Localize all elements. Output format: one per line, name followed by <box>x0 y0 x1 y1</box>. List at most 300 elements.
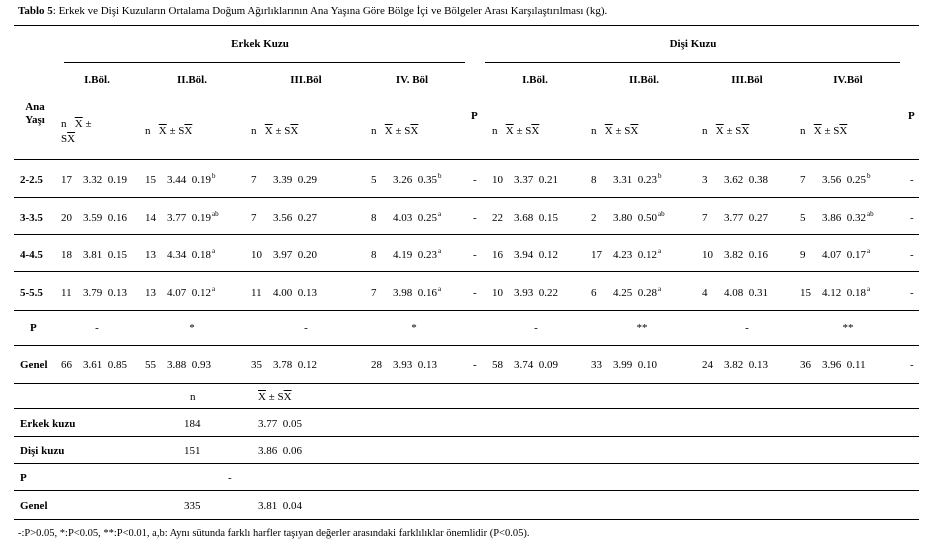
cell-mean-se <box>83 212 127 224</box>
cell-p-significance-male: * <box>189 322 195 334</box>
cell-mean-se <box>167 249 215 261</box>
cell-mean-se <box>83 359 127 371</box>
cell-mean: 3.77 <box>724 212 744 224</box>
cell-mean-se <box>167 359 211 371</box>
rule-row-1 <box>14 197 919 198</box>
summary-cell-n: 184 <box>184 418 201 430</box>
cell-n: 4 <box>702 287 708 299</box>
cell-mean-se <box>514 174 558 186</box>
cell-mean-se <box>613 287 661 299</box>
cell-mean: 3.80 <box>613 212 633 224</box>
subheader-mean-symbol: $\overline{X}$ <box>604 125 613 137</box>
rule-summary-1 <box>14 408 919 409</box>
cell-significance-letter: a <box>658 285 662 293</box>
cell-se: 0.23 <box>637 174 657 186</box>
cell-significance-letter: b <box>658 172 662 180</box>
rule-summary-4 <box>14 490 919 491</box>
cell-mean: 3.56 <box>273 212 293 224</box>
cell-n: 13 <box>145 249 156 261</box>
cell-n: 33 <box>591 359 602 371</box>
cell-significance-letter: b <box>212 172 216 180</box>
summary-row-label: Genel <box>20 500 48 512</box>
cell-n: 17 <box>591 249 602 261</box>
cell-mean-se <box>613 359 657 371</box>
cell-se: 0.12 <box>538 249 558 261</box>
cell-n: 13 <box>145 287 156 299</box>
cell-mean: 3.68 <box>514 212 534 224</box>
summary-cell-n: 151 <box>184 445 201 457</box>
cell-mean: 3.74 <box>514 359 534 371</box>
cell-mean-se <box>393 212 441 224</box>
subheader-se-label: S <box>61 133 68 145</box>
cell-n: 7 <box>800 174 806 186</box>
cell-se: 0.19 <box>191 212 211 224</box>
cell-mean-se <box>613 249 661 261</box>
cell-mean-se <box>393 287 441 299</box>
cell-mean-se <box>83 287 127 299</box>
subheader-plusminus: ± <box>169 125 176 137</box>
cell-n: 58 <box>492 359 503 371</box>
cell-p-female: - <box>910 174 914 186</box>
cell-n: 7 <box>251 212 257 224</box>
summary-cell-mean-se <box>258 500 302 512</box>
subheader-mean-symbol: $\overline{X}$ <box>505 125 514 137</box>
summary-cell-n: 335 <box>184 500 201 512</box>
cell-mean: 3.96 <box>822 359 842 371</box>
cell-mean-se <box>822 174 871 186</box>
cell-se: 0.85 <box>107 359 127 371</box>
cell-n: 22 <box>492 212 503 224</box>
cell-mean: 3.44 <box>167 174 187 186</box>
summary-row-label: Dişi kuzu <box>20 445 65 457</box>
rule-row-4 <box>14 310 919 311</box>
subheader-se-label: S <box>735 125 742 137</box>
subheader-n-label: n <box>800 125 806 137</box>
summary-mean: 3.86 <box>258 445 278 457</box>
cell-mean-se <box>393 174 442 186</box>
subheader-mean-symbol: $\overline{X}$ <box>74 118 83 130</box>
rule-header-bottom <box>14 159 919 160</box>
subheader-se-symbol: $\overline{X}$ <box>839 125 848 137</box>
cell-mean: 3.26 <box>393 174 413 186</box>
cell-p-male: - <box>473 287 477 299</box>
p-header-male: P <box>471 110 478 122</box>
cell-p-female: - <box>910 249 914 261</box>
row-label-age: 4-4.5 <box>20 249 43 261</box>
caption-label: Tablo 5 <box>18 5 53 17</box>
cell-mean: 3.78 <box>273 359 293 371</box>
region-heading-female: IV.Böl <box>833 74 863 86</box>
cell-p-significance-female: ** <box>842 322 854 334</box>
cell-se: 0.16 <box>748 249 768 261</box>
row-label-age: 2-2.5 <box>20 174 43 186</box>
subheader-n-label: n <box>61 118 67 130</box>
subheader-plusminus: ± <box>615 125 622 137</box>
cell-significance-letter: a <box>438 210 442 218</box>
rule-row-p <box>14 345 919 346</box>
cell-mean-se <box>273 249 317 261</box>
cell-p-female: - <box>910 359 914 371</box>
cell-mean-se <box>273 212 317 224</box>
subheader-male-1 <box>61 118 92 130</box>
subheader-se-symbol: $\overline{X}$ <box>67 133 76 145</box>
cell-mean: 3.88 <box>167 359 187 371</box>
subheader-n-label: n <box>145 125 151 137</box>
summary-cell-mean-se <box>258 445 302 457</box>
cell-p-significance-female: ** <box>636 322 648 334</box>
cell-mean-se <box>822 249 870 261</box>
cell-n: 5 <box>371 174 377 186</box>
cell-se: 0.17 <box>846 249 866 261</box>
summary-se-symbol: $\overline{X}$ <box>283 391 292 403</box>
cell-mean-se <box>83 249 127 261</box>
cell-se: 0.20 <box>297 249 317 261</box>
cell-n: 6 <box>591 287 597 299</box>
subheader-male-1-wrap <box>61 133 75 145</box>
cell-mean: 3.81 <box>83 249 103 261</box>
rule-bottom <box>14 519 919 520</box>
cell-mean: 4.07 <box>167 287 187 299</box>
cell-significance-letter: a <box>658 247 662 255</box>
cell-se: 0.25 <box>417 212 437 224</box>
cell-p-male: - <box>473 212 477 224</box>
cell-mean-se <box>613 212 665 224</box>
cell-n: 10 <box>251 249 262 261</box>
cell-se: 0.22 <box>538 287 558 299</box>
p-header-female: P <box>908 110 915 122</box>
cell-n: 10 <box>702 249 713 261</box>
cell-mean-se <box>273 287 317 299</box>
cell-se: 0.18 <box>191 249 211 261</box>
cell-se: 0.31 <box>748 287 768 299</box>
cell-mean-se <box>167 287 215 299</box>
cell-n: 7 <box>371 287 377 299</box>
subheader-se-symbol: $\overline{X}$ <box>531 125 540 137</box>
region-heading-female: II.Böl. <box>629 74 659 86</box>
cell-n: 15 <box>800 287 811 299</box>
rule-summary-3 <box>14 463 919 464</box>
cell-mean-se <box>273 359 317 371</box>
summary-plusminus: ± <box>268 391 275 403</box>
rule-row-2 <box>14 234 919 235</box>
cell-se: 0.93 <box>191 359 211 371</box>
subheader-mean-symbol: $\overline{X}$ <box>715 125 724 137</box>
cell-mean: 4.34 <box>167 249 187 261</box>
table-footnote: -:P>0.05, *:P<0.05, **:P<0.01, a,b: Aynı sütunda farklı harfler taşıyan değerler arasındaki farklılıklar önemlidir (P<0.05). <box>18 528 530 539</box>
subheader-mean-symbol: $\overline{X}$ <box>158 125 167 137</box>
subheader-se-symbol: $\overline{X}$ <box>630 125 639 137</box>
cell-mean: 3.56 <box>822 174 842 186</box>
cell-se: 0.28 <box>637 287 657 299</box>
cell-significance-letter: ab <box>658 210 665 218</box>
subheader-mean-symbol: $\overline{X}$ <box>264 125 273 137</box>
summary-se: 0.06 <box>282 445 302 457</box>
cell-mean-se <box>822 359 866 371</box>
cell-n: 7 <box>702 212 708 224</box>
cell-mean: 3.98 <box>393 287 413 299</box>
cell-n: 18 <box>61 249 72 261</box>
region-heading-male: I.Böl. <box>84 74 110 86</box>
cell-n: 20 <box>61 212 72 224</box>
region-heading-male: IV. Böl <box>395 74 429 86</box>
cell-mean-se <box>724 174 768 186</box>
cell-mean: 3.62 <box>724 174 744 186</box>
cell-n: 28 <box>371 359 382 371</box>
cell-mean: 3.77 <box>167 212 187 224</box>
cell-significance-letter: a <box>212 285 216 293</box>
cell-n: 11 <box>61 287 72 299</box>
cell-se: 0.21 <box>538 174 558 186</box>
cell-mean: 4.23 <box>613 249 633 261</box>
summary-mean-symbol: $\overline{X}$ <box>258 391 266 403</box>
cell-mean: 3.79 <box>83 287 103 299</box>
row-header-yasi: Yaşı <box>25 114 45 126</box>
cell-mean: 4.00 <box>273 287 293 299</box>
cell-p-significance-male: - <box>304 322 308 334</box>
cell-se: 0.16 <box>417 287 437 299</box>
summary-mean: 3.81 <box>258 500 278 512</box>
cell-se: 0.25 <box>846 174 866 186</box>
cell-n: 35 <box>251 359 262 371</box>
subheader-female-3 <box>702 125 749 137</box>
cell-significance-letter: a <box>438 247 442 255</box>
cell-mean: 3.82 <box>724 359 744 371</box>
cell-se: 0.13 <box>748 359 768 371</box>
region-heading-male: II.Böl. <box>177 74 207 86</box>
cell-significance-letter: b <box>438 172 442 180</box>
cell-mean: 3.39 <box>273 174 293 186</box>
cell-significance-letter: a <box>212 247 216 255</box>
subheader-se-symbol: $\overline{X}$ <box>741 125 750 137</box>
cell-mean: 3.94 <box>514 249 534 261</box>
cell-mean-se <box>393 359 437 371</box>
subheader-plusminus: ± <box>824 125 831 137</box>
cell-mean: 3.32 <box>83 174 103 186</box>
summary-header-mean-se <box>258 391 292 403</box>
cell-p-significance-female: - <box>745 322 749 334</box>
subheader-se-label: S <box>178 125 185 137</box>
row-header-ana: Ana <box>25 101 45 113</box>
cell-significance-letter: b <box>867 172 871 180</box>
cell-mean-se <box>822 212 874 224</box>
cell-mean-se <box>514 249 558 261</box>
cell-se: 0.35 <box>417 174 437 186</box>
region-heading-female: I.Böl. <box>522 74 548 86</box>
subheader-n-label: n <box>251 125 257 137</box>
cell-n: 55 <box>145 359 156 371</box>
group-heading-male: Erkek Kuzu <box>231 38 289 50</box>
cell-n: 10 <box>492 174 503 186</box>
subheader-female-4 <box>800 125 847 137</box>
cell-n: 9 <box>800 249 806 261</box>
cell-mean: 3.82 <box>724 249 744 261</box>
summary-cell-p: - <box>228 472 232 484</box>
cell-n: 11 <box>251 287 262 299</box>
table-caption <box>18 5 607 17</box>
cell-se: 0.16 <box>107 212 127 224</box>
cell-se: 0.27 <box>297 212 317 224</box>
cell-se: 0.19 <box>191 174 211 186</box>
cell-n: 3 <box>702 174 708 186</box>
cell-mean-se <box>724 287 768 299</box>
subheader-female-1 <box>492 125 539 137</box>
subheader-n-label: n <box>371 125 377 137</box>
cell-mean-se <box>167 212 219 224</box>
rule-female-groups <box>485 62 900 63</box>
cell-mean-se <box>273 174 317 186</box>
subheader-se-label: S <box>284 125 291 137</box>
cell-se: 0.32 <box>846 212 866 224</box>
cell-se: 0.23 <box>417 249 437 261</box>
cell-se: 0.15 <box>107 249 127 261</box>
summary-cell-mean-se <box>258 418 302 430</box>
cell-se: 0.13 <box>107 287 127 299</box>
cell-se: 0.38 <box>748 174 768 186</box>
cell-se: 0.19 <box>107 174 127 186</box>
subheader-se-symbol: $\overline{X}$ <box>290 125 299 137</box>
cell-mean-se <box>514 359 558 371</box>
subheader-plusminus: ± <box>726 125 733 137</box>
subheader-se-symbol: $\overline{X}$ <box>410 125 419 137</box>
cell-n: 15 <box>145 174 156 186</box>
rule-row-3 <box>14 271 919 272</box>
cell-mean-se <box>724 359 768 371</box>
summary-mean: 3.77 <box>258 418 278 430</box>
cell-n: 14 <box>145 212 156 224</box>
cell-se: 0.13 <box>297 287 317 299</box>
cell-se: 0.50 <box>637 212 657 224</box>
cell-mean: 3.61 <box>83 359 103 371</box>
subheader-mean-symbol: $\overline{X}$ <box>813 125 822 137</box>
summary-se-label: S <box>277 391 284 403</box>
cell-n: 16 <box>492 249 503 261</box>
cell-mean: 4.07 <box>822 249 842 261</box>
subheader-n-label: n <box>492 125 498 137</box>
subheader-male-2 <box>145 125 192 137</box>
cell-significance-letter: ab <box>212 210 219 218</box>
subheader-mean-symbol: $\overline{X}$ <box>384 125 393 137</box>
cell-significance-letter: ab <box>867 210 874 218</box>
cell-se: 0.13 <box>417 359 437 371</box>
caption-text: : Erkek ve Dişi Kuzuların Ortalama Doğum Ağırlıklarının Ana Yaşına Göre Bölge İçi ve Bölgeler Arası Karşılaştırılması (kg). <box>52 5 608 17</box>
cell-n: 8 <box>371 249 377 261</box>
cell-p-female: - <box>910 212 914 224</box>
cell-mean: 3.86 <box>822 212 842 224</box>
cell-n: 8 <box>371 212 377 224</box>
row-label-p: P <box>30 322 37 334</box>
cell-mean-se <box>613 174 662 186</box>
subheader-female-2 <box>591 125 638 137</box>
cell-significance-letter: a <box>867 285 871 293</box>
cell-mean: 3.99 <box>613 359 633 371</box>
cell-p-significance-male: * <box>411 322 417 334</box>
subheader-male-3 <box>251 125 298 137</box>
subheader-se-label: S <box>525 125 532 137</box>
cell-significance-letter: a <box>438 285 442 293</box>
subheader-plusminus: ± <box>275 125 282 137</box>
summary-row-label: Erkek kuzu <box>20 418 76 430</box>
cell-n: 24 <box>702 359 713 371</box>
summary-header-n: n <box>190 391 196 403</box>
region-heading-female: III.Böl <box>731 74 763 86</box>
cell-mean: 3.93 <box>514 287 534 299</box>
cell-se: 0.11 <box>846 359 866 371</box>
cell-mean-se <box>724 212 768 224</box>
cell-p-male: - <box>473 174 477 186</box>
cell-mean-se <box>724 249 768 261</box>
rule-male-groups <box>64 62 465 63</box>
cell-mean-se <box>83 174 127 186</box>
cell-mean-se <box>393 249 441 261</box>
subheader-plusminus: ± <box>516 125 523 137</box>
cell-n: 7 <box>251 174 257 186</box>
cell-mean: 3.59 <box>83 212 103 224</box>
group-heading-female: Dişi Kuzu <box>669 38 717 50</box>
cell-se: 0.12 <box>191 287 211 299</box>
cell-n: 8 <box>591 174 597 186</box>
cell-se: 0.18 <box>846 287 866 299</box>
subheader-se-symbol: $\overline{X}$ <box>184 125 193 137</box>
cell-se: 0.15 <box>538 212 558 224</box>
cell-se: 0.27 <box>748 212 768 224</box>
cell-mean-se <box>514 212 558 224</box>
subheader-se-label: S <box>833 125 840 137</box>
cell-p-significance-male: - <box>95 322 99 334</box>
cell-p-female: - <box>910 287 914 299</box>
cell-mean-se <box>167 174 216 186</box>
cell-mean: 4.25 <box>613 287 633 299</box>
summary-se: 0.05 <box>282 418 302 430</box>
cell-mean-se <box>514 287 558 299</box>
cell-n: 17 <box>61 174 72 186</box>
cell-se: 0.09 <box>538 359 558 371</box>
row-label-age: 3-3.5 <box>20 212 43 224</box>
rule-top <box>14 25 919 26</box>
cell-mean-se <box>822 287 870 299</box>
cell-n: 66 <box>61 359 72 371</box>
cell-mean: 3.97 <box>273 249 293 261</box>
cell-mean: 4.08 <box>724 287 744 299</box>
region-heading-male: III.Böl <box>290 74 322 86</box>
summary-se: 0.04 <box>282 500 302 512</box>
rule-summary-2 <box>14 436 919 437</box>
cell-n: 36 <box>800 359 811 371</box>
rule-row-genel <box>14 383 919 384</box>
cell-se: 0.12 <box>297 359 317 371</box>
subheader-male-4 <box>371 125 418 137</box>
subheader-n-label: n <box>591 125 597 137</box>
cell-mean: 4.12 <box>822 287 842 299</box>
summary-row-label: P <box>20 472 27 484</box>
cell-mean: 4.19 <box>393 249 413 261</box>
subheader-se-label: S <box>404 125 411 137</box>
cell-n: 2 <box>591 212 597 224</box>
row-label-genel: Genel <box>20 359 48 371</box>
subheader-plusminus: ± <box>85 118 92 130</box>
cell-significance-letter: a <box>867 247 871 255</box>
cell-n: 5 <box>800 212 806 224</box>
cell-mean: 3.37 <box>514 174 534 186</box>
subheader-n-label: n <box>702 125 708 137</box>
cell-mean: 3.93 <box>393 359 413 371</box>
cell-n: 10 <box>492 287 503 299</box>
cell-mean: 3.31 <box>613 174 633 186</box>
cell-p-male: - <box>473 249 477 261</box>
cell-se: 0.10 <box>637 359 657 371</box>
cell-se: 0.12 <box>637 249 657 261</box>
cell-se: 0.29 <box>297 174 317 186</box>
subheader-se-label: S <box>624 125 631 137</box>
